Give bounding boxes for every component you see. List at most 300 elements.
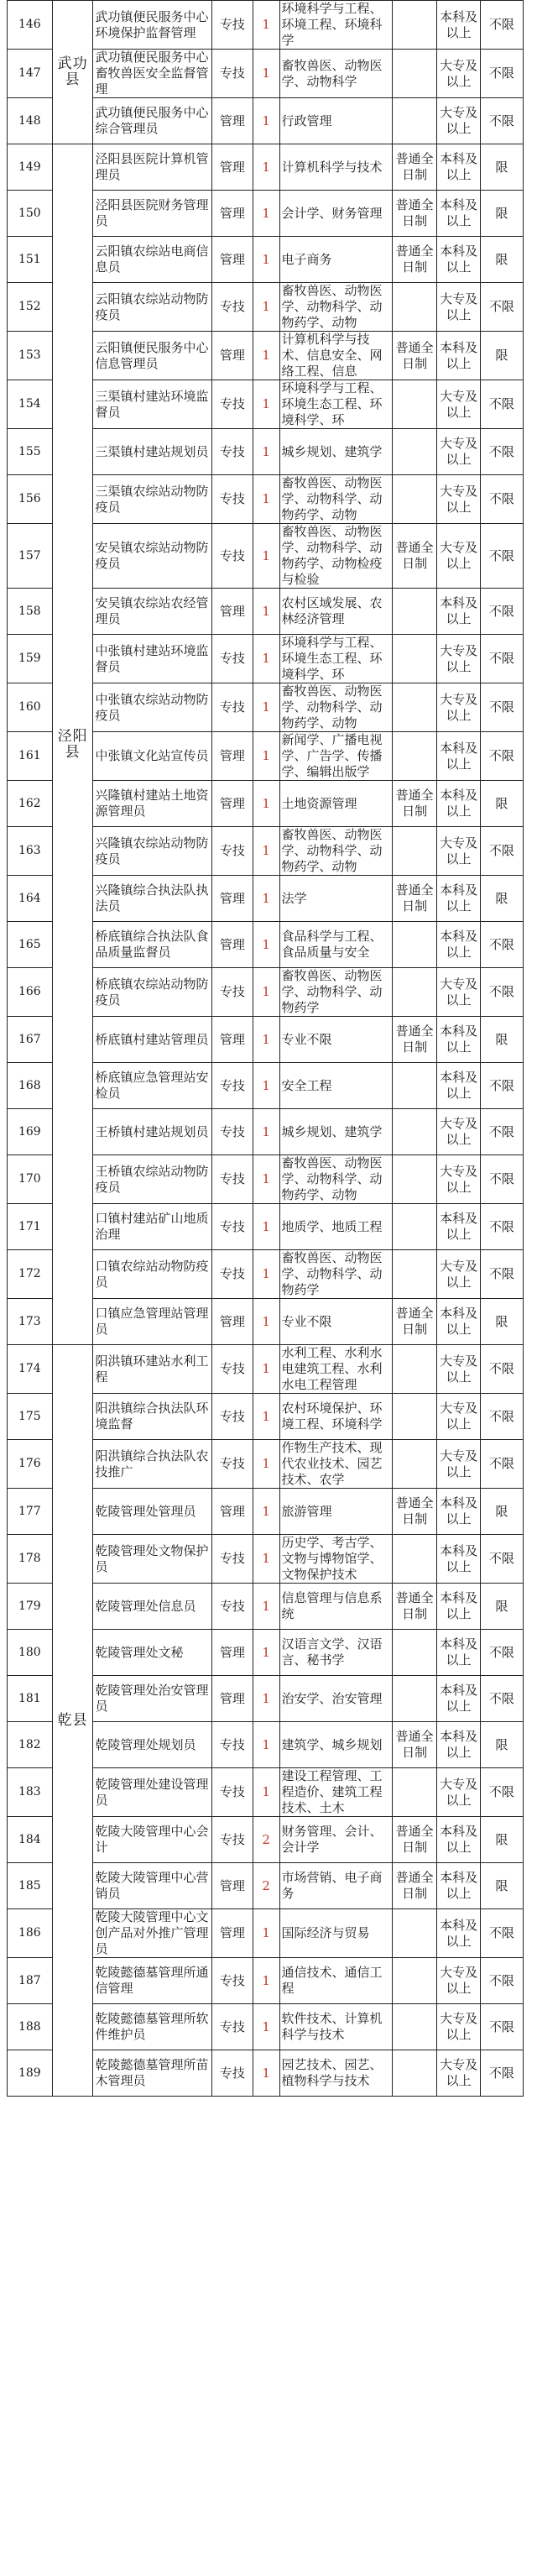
limit-cell: 不限 <box>480 1204 523 1250</box>
limit-cell: 不限 <box>480 827 523 876</box>
post-type-cell: 专技 <box>212 1204 253 1250</box>
education-form-cell <box>392 1676 437 1722</box>
education-form-cell <box>392 98 437 144</box>
row-number-cell: 154 <box>8 380 53 429</box>
limit-cell: 限 <box>480 1722 523 1768</box>
limit-cell: 不限 <box>480 2004 523 2050</box>
education-form-cell <box>392 1250 437 1299</box>
limit-cell: 不限 <box>480 1768 523 1817</box>
hiring-count-cell: 1 <box>253 283 279 332</box>
education-form-cell: 普通全日制 <box>392 1017 437 1063</box>
row-number-cell: 167 <box>8 1017 53 1063</box>
post-type-cell: 专技 <box>212 1 253 50</box>
limit-cell: 限 <box>480 1299 523 1345</box>
education-form-cell: 普通全日制 <box>392 1863 437 1909</box>
table-body <box>8 1 524 2097</box>
degree-cell: 本科及以上 <box>437 1 480 50</box>
position-cell: 乾陵管理处信息员 <box>93 1584 212 1630</box>
degree-cell: 大专及以上 <box>437 283 480 332</box>
major-cell: 旅游管理 <box>279 1489 392 1535</box>
table-row <box>8 144 524 191</box>
post-type-cell: 专技 <box>212 1250 253 1299</box>
post-type-cell: 管理 <box>212 1676 253 1722</box>
major-cell: 作物生产技术、现代农业技术、园艺技术、农学 <box>279 1440 392 1489</box>
limit-cell: 不限 <box>480 50 523 98</box>
major-cell: 软件技术、计算机科学与技术 <box>279 2004 392 2050</box>
major-cell: 国际经济与贸易 <box>279 1909 392 1958</box>
row-number-cell: 161 <box>8 732 53 781</box>
position-cell: 中张镇文化站宣传员 <box>93 732 212 781</box>
education-form-cell <box>392 1394 437 1440</box>
education-form-cell <box>392 1345 437 1394</box>
hiring-count-cell: 1 <box>253 144 279 191</box>
position-cell: 泾阳县医院计算机管理员 <box>93 144 212 191</box>
position-cell: 兴隆镇综合执法队执法员 <box>93 876 212 922</box>
limit-cell: 限 <box>480 237 523 283</box>
post-type-cell: 专技 <box>212 1440 253 1489</box>
row-number-cell: 169 <box>8 1109 53 1155</box>
row-number-cell: 149 <box>8 144 53 191</box>
limit-cell: 不限 <box>480 1063 523 1109</box>
hiring-count-cell: 1 <box>253 2050 279 2097</box>
post-type-cell: 专技 <box>212 1722 253 1768</box>
degree-cell: 本科及以上 <box>437 1676 480 1722</box>
hiring-count-cell: 1 <box>253 380 279 429</box>
education-form-cell <box>392 1440 437 1489</box>
education-form-cell <box>392 1630 437 1676</box>
limit-cell: 不限 <box>480 1535 523 1584</box>
hiring-count-cell: 1 <box>253 732 279 781</box>
degree-cell: 大专及以上 <box>437 380 480 429</box>
post-type-cell: 管理 <box>212 732 253 781</box>
limit-cell: 不限 <box>480 1909 523 1958</box>
hiring-count-cell: 1 <box>253 968 279 1017</box>
county-cell: 武功县 <box>52 1 93 144</box>
post-type-cell: 专技 <box>212 1394 253 1440</box>
position-cell: 乾陵管理处文物保护员 <box>93 1535 212 1584</box>
position-cell: 桥底镇村建站管理员 <box>93 1017 212 1063</box>
limit-cell: 限 <box>480 1817 523 1863</box>
degree-cell: 大专及以上 <box>437 429 480 475</box>
degree-cell: 本科及以上 <box>437 589 480 635</box>
education-form-cell <box>392 589 437 635</box>
position-cell: 乾陵大陵管理中心营销员 <box>93 1863 212 1909</box>
position-cell: 口镇村建站矿山地质治理 <box>93 1204 212 1250</box>
post-type-cell: 管理 <box>212 237 253 283</box>
education-form-cell: 普通全日制 <box>392 1299 437 1345</box>
position-cell: 云阳镇农综站动物防疫员 <box>93 283 212 332</box>
education-form-cell <box>392 50 437 98</box>
post-type-cell: 专技 <box>212 524 253 589</box>
post-type-cell: 专技 <box>212 1584 253 1630</box>
limit-cell: 不限 <box>480 524 523 589</box>
row-number-cell: 181 <box>8 1676 53 1722</box>
post-type-cell: 专技 <box>212 827 253 876</box>
hiring-count-cell: 1 <box>253 1722 279 1768</box>
degree-cell: 本科及以上 <box>437 876 480 922</box>
row-number-cell: 186 <box>8 1909 53 1958</box>
row-number-cell: 180 <box>8 1630 53 1676</box>
row-number-cell: 188 <box>8 2004 53 2050</box>
hiring-count-cell: 1 <box>253 2004 279 2050</box>
limit-cell: 不限 <box>480 732 523 781</box>
position-cell: 泾阳县医院财务管理员 <box>93 191 212 237</box>
degree-cell: 本科及以上 <box>437 1489 480 1535</box>
education-form-cell <box>392 827 437 876</box>
hiring-count-cell: 1 <box>253 1909 279 1958</box>
major-cell: 计算机科学与技术 <box>279 144 392 191</box>
post-type-cell: 管理 <box>212 332 253 380</box>
major-cell: 专业不限 <box>279 1017 392 1063</box>
education-form-cell <box>392 1155 437 1204</box>
table-row <box>8 1345 524 1394</box>
row-number-cell: 159 <box>8 635 53 683</box>
major-cell: 畜牧兽医、动物医学、动物科学 <box>279 50 392 98</box>
major-cell: 市场营销、电子商务 <box>279 1863 392 1909</box>
hiring-count-cell: 1 <box>253 50 279 98</box>
hiring-count-cell: 1 <box>253 1768 279 1817</box>
hiring-count-cell: 1 <box>253 1109 279 1155</box>
hiring-count-cell: 1 <box>253 1063 279 1109</box>
major-cell: 城乡规划、建筑学 <box>279 429 392 475</box>
education-form-cell: 普通全日制 <box>392 1817 437 1863</box>
post-type-cell: 专技 <box>212 683 253 732</box>
major-cell: 园艺技术、园艺、植物科学与技术 <box>279 2050 392 2097</box>
limit-cell: 限 <box>480 876 523 922</box>
education-form-cell <box>392 2004 437 2050</box>
education-form-cell <box>392 732 437 781</box>
degree-cell: 本科及以上 <box>437 1017 480 1063</box>
major-cell: 水利工程、水利水电建筑工程、水利水电工程管理 <box>279 1345 392 1394</box>
limit-cell: 不限 <box>480 283 523 332</box>
row-number-cell: 183 <box>8 1768 53 1817</box>
position-cell: 乾陵管理处建设管理员 <box>93 1768 212 1817</box>
position-cell: 三渠镇村建站环境监督员 <box>93 380 212 429</box>
limit-cell: 限 <box>480 144 523 191</box>
row-number-cell: 164 <box>8 876 53 922</box>
education-form-cell <box>392 1535 437 1584</box>
position-cell: 阳洪镇综合执法队农技推广 <box>93 1440 212 1489</box>
degree-cell: 大专及以上 <box>437 524 480 589</box>
education-form-cell: 普通全日制 <box>392 332 437 380</box>
position-cell: 口镇农综站动物防疫员 <box>93 1250 212 1299</box>
major-cell: 法学 <box>279 876 392 922</box>
limit-cell: 不限 <box>480 98 523 144</box>
position-cell: 云阳镇农综站电商信息员 <box>93 237 212 283</box>
row-number-cell: 146 <box>8 1 53 50</box>
row-number-cell: 160 <box>8 683 53 732</box>
degree-cell: 大专及以上 <box>437 968 480 1017</box>
limit-cell: 不限 <box>480 968 523 1017</box>
limit-cell: 不限 <box>480 380 523 429</box>
hiring-count-cell: 2 <box>253 1817 279 1863</box>
county-cell: 乾县 <box>52 1345 93 2097</box>
major-cell: 环境科学与工程、环境生态工程、环境科学、环 <box>279 380 392 429</box>
row-number-cell: 185 <box>8 1863 53 1909</box>
education-form-cell: 普通全日制 <box>392 191 437 237</box>
post-type-cell: 管理 <box>212 922 253 968</box>
degree-cell: 大专及以上 <box>437 2004 480 2050</box>
row-number-cell: 176 <box>8 1440 53 1489</box>
major-cell: 通信技术、通信工程 <box>279 1958 392 2004</box>
education-form-cell <box>392 683 437 732</box>
row-number-cell: 152 <box>8 283 53 332</box>
limit-cell: 不限 <box>480 683 523 732</box>
education-form-cell: 普通全日制 <box>392 781 437 827</box>
major-cell: 建设工程管理、工程造价、建筑工程技术、土木 <box>279 1768 392 1817</box>
position-cell: 武功镇便民服务中心环境保护监督管理 <box>93 1 212 50</box>
position-cell: 口镇应急管理站管理员 <box>93 1299 212 1345</box>
major-cell: 建筑学、城乡规划 <box>279 1722 392 1768</box>
hiring-count-cell: 1 <box>253 635 279 683</box>
county-cell: 泾阳县 <box>52 144 93 1345</box>
limit-cell: 不限 <box>480 1 523 50</box>
education-form-cell <box>392 635 437 683</box>
post-type-cell: 专技 <box>212 1063 253 1109</box>
hiring-count-cell: 1 <box>253 827 279 876</box>
post-type-cell: 管理 <box>212 1909 253 1958</box>
limit-cell: 不限 <box>480 635 523 683</box>
degree-cell: 本科及以上 <box>437 781 480 827</box>
limit-cell: 限 <box>480 191 523 237</box>
post-type-cell: 专技 <box>212 2050 253 2097</box>
row-number-cell: 153 <box>8 332 53 380</box>
major-cell: 安全工程 <box>279 1063 392 1109</box>
post-type-cell: 专技 <box>212 1768 253 1817</box>
post-type-cell: 管理 <box>212 98 253 144</box>
degree-cell: 本科及以上 <box>437 332 480 380</box>
degree-cell: 本科及以上 <box>437 1909 480 1958</box>
hiring-count-cell: 1 <box>253 98 279 144</box>
hiring-count-cell: 1 <box>253 1440 279 1489</box>
major-cell: 畜牧兽医、动物医学、动物科学、动物药学、动物 <box>279 283 392 332</box>
education-form-cell <box>392 1109 437 1155</box>
education-form-cell <box>392 429 437 475</box>
post-type-cell: 管理 <box>212 876 253 922</box>
row-number-cell: 166 <box>8 968 53 1017</box>
education-form-cell <box>392 922 437 968</box>
limit-cell: 不限 <box>480 1155 523 1204</box>
major-cell: 畜牧兽医、动物医学、动物科学、动物药学、动物 <box>279 1155 392 1204</box>
row-number-cell: 162 <box>8 781 53 827</box>
hiring-count-cell: 1 <box>253 524 279 589</box>
position-cell: 阳洪镇综合执法队环境监督 <box>93 1394 212 1440</box>
post-type-cell: 管理 <box>212 1863 253 1909</box>
major-cell: 土地资源管理 <box>279 781 392 827</box>
major-cell: 会计学、财务管理 <box>279 191 392 237</box>
post-type-cell: 专技 <box>212 635 253 683</box>
education-form-cell <box>392 380 437 429</box>
row-number-cell: 155 <box>8 429 53 475</box>
hiring-count-cell: 1 <box>253 1489 279 1535</box>
major-cell: 新闻学、广播电视学、广告学、传播学、编辑出版学 <box>279 732 392 781</box>
education-form-cell: 普通全日制 <box>392 1584 437 1630</box>
degree-cell: 本科及以上 <box>437 1299 480 1345</box>
hiring-count-cell: 1 <box>253 876 279 922</box>
degree-cell: 本科及以上 <box>437 732 480 781</box>
row-number-cell: 189 <box>8 2050 53 2097</box>
major-cell: 环境科学与工程、环境工程、环境科学 <box>279 1 392 50</box>
degree-cell: 大专及以上 <box>437 1768 480 1817</box>
position-cell: 三渠镇农综站动物防疫员 <box>93 475 212 524</box>
position-cell: 安吴镇农综站农经管理员 <box>93 589 212 635</box>
row-number-cell: 158 <box>8 589 53 635</box>
row-number-cell: 182 <box>8 1722 53 1768</box>
position-cell: 乾陵管理处规划员 <box>93 1722 212 1768</box>
degree-cell: 大专及以上 <box>437 50 480 98</box>
row-number-cell: 179 <box>8 1584 53 1630</box>
position-cell: 王桥镇村建站规划员 <box>93 1109 212 1155</box>
education-form-cell <box>392 283 437 332</box>
degree-cell: 大专及以上 <box>437 827 480 876</box>
limit-cell: 不限 <box>480 1109 523 1155</box>
major-cell: 历史学、考古学、文物与博物馆学、文物保护技术 <box>279 1535 392 1584</box>
degree-cell: 大专及以上 <box>437 1250 480 1299</box>
position-cell: 乾陵管理处管理员 <box>93 1489 212 1535</box>
degree-cell: 本科及以上 <box>437 1722 480 1768</box>
post-type-cell: 专技 <box>212 380 253 429</box>
limit-cell: 不限 <box>480 1676 523 1722</box>
row-number-cell: 171 <box>8 1204 53 1250</box>
position-cell: 中张镇村建站环境监督员 <box>93 635 212 683</box>
degree-cell: 本科及以上 <box>437 1063 480 1109</box>
post-type-cell: 专技 <box>212 475 253 524</box>
hiring-count-cell: 1 <box>253 1535 279 1584</box>
row-number-cell: 148 <box>8 98 53 144</box>
post-type-cell: 专技 <box>212 2004 253 2050</box>
education-form-cell: 普通全日制 <box>392 524 437 589</box>
education-form-cell: 普通全日制 <box>392 144 437 191</box>
position-cell: 乾陵管理处治安管理员 <box>93 1676 212 1722</box>
limit-cell: 不限 <box>480 589 523 635</box>
major-cell: 畜牧兽医、动物医学、动物科学、动物药学、动物检疫与检验 <box>279 524 392 589</box>
post-type-cell: 管理 <box>212 1489 253 1535</box>
degree-cell: 本科及以上 <box>437 1584 480 1630</box>
post-type-cell: 管理 <box>212 1299 253 1345</box>
degree-cell: 本科及以上 <box>437 144 480 191</box>
limit-cell: 不限 <box>480 922 523 968</box>
limit-cell: 不限 <box>480 1250 523 1299</box>
post-type-cell: 管理 <box>212 1017 253 1063</box>
hiring-count-cell: 1 <box>253 1 279 50</box>
major-cell: 畜牧兽医、动物医学、动物科学、动物药学 <box>279 1250 392 1299</box>
education-form-cell <box>392 968 437 1017</box>
education-form-cell <box>392 1063 437 1109</box>
position-cell: 乾陵大陵管理中心文创产品对外推广管理员 <box>93 1909 212 1958</box>
degree-cell: 大专及以上 <box>437 1440 480 1489</box>
post-type-cell: 管理 <box>212 191 253 237</box>
row-number-cell: 170 <box>8 1155 53 1204</box>
degree-cell: 大专及以上 <box>437 1394 480 1440</box>
major-cell: 畜牧兽医、动物医学、动物科学、动物药学、动物 <box>279 827 392 876</box>
degree-cell: 大专及以上 <box>437 475 480 524</box>
hiring-count-cell: 1 <box>253 1250 279 1299</box>
table-row <box>8 1 524 50</box>
hiring-count-cell: 1 <box>253 1584 279 1630</box>
post-type-cell: 管理 <box>212 781 253 827</box>
education-form-cell: 普通全日制 <box>392 237 437 283</box>
major-cell: 信息管理与信息系统 <box>279 1584 392 1630</box>
hiring-count-cell: 1 <box>253 429 279 475</box>
position-cell: 三渠镇村建站规划员 <box>93 429 212 475</box>
hiring-count-cell: 1 <box>253 1204 279 1250</box>
position-cell: 乾陵懿德墓管理所通信管理 <box>93 1958 212 2004</box>
limit-cell: 限 <box>480 1584 523 1630</box>
education-form-cell <box>392 1909 437 1958</box>
education-form-cell: 普通全日制 <box>392 1722 437 1768</box>
hiring-count-cell: 1 <box>253 781 279 827</box>
row-number-cell: 172 <box>8 1250 53 1299</box>
education-form-cell: 普通全日制 <box>392 1489 437 1535</box>
hiring-count-cell: 1 <box>253 1017 279 1063</box>
degree-cell: 本科及以上 <box>437 1630 480 1676</box>
hiring-count-cell: 1 <box>253 1299 279 1345</box>
position-cell: 桥底镇应急管理站安检员 <box>93 1063 212 1109</box>
position-cell: 王桥镇农综站动物防疫员 <box>93 1155 212 1204</box>
post-type-cell: 管理 <box>212 589 253 635</box>
limit-cell: 限 <box>480 332 523 380</box>
limit-cell: 限 <box>480 1863 523 1909</box>
hiring-count-cell: 1 <box>253 332 279 380</box>
limit-cell: 不限 <box>480 429 523 475</box>
row-number-cell: 147 <box>8 50 53 98</box>
education-form-cell <box>392 2050 437 2097</box>
position-cell: 武功镇便民服务中心畜牧兽医安全监督管理 <box>93 50 212 98</box>
row-number-cell: 150 <box>8 191 53 237</box>
limit-cell: 限 <box>480 1489 523 1535</box>
major-cell: 电子商务 <box>279 237 392 283</box>
limit-cell: 不限 <box>480 1958 523 2004</box>
hiring-count-cell: 1 <box>253 1394 279 1440</box>
row-number-cell: 178 <box>8 1535 53 1584</box>
hiring-count-cell: 1 <box>253 922 279 968</box>
row-number-cell: 177 <box>8 1489 53 1535</box>
post-type-cell: 专技 <box>212 50 253 98</box>
hiring-count-cell: 1 <box>253 1958 279 2004</box>
post-type-cell: 专技 <box>212 968 253 1017</box>
position-cell: 阳洪镇环建站水利工程 <box>93 1345 212 1394</box>
degree-cell: 大专及以上 <box>437 635 480 683</box>
major-cell: 食品科学与工程、食品质量与安全 <box>279 922 392 968</box>
post-type-cell: 专技 <box>212 1155 253 1204</box>
post-type-cell: 专技 <box>212 1817 253 1863</box>
major-cell: 畜牧兽医、动物医学、动物科学、动物药学、动物 <box>279 475 392 524</box>
post-type-cell: 专技 <box>212 429 253 475</box>
position-cell: 兴隆镇农综站动物防疫员 <box>93 827 212 876</box>
post-type-cell: 专技 <box>212 1345 253 1394</box>
row-number-cell: 168 <box>8 1063 53 1109</box>
education-form-cell <box>392 1958 437 2004</box>
post-type-cell: 专技 <box>212 283 253 332</box>
degree-cell: 大专及以上 <box>437 1345 480 1394</box>
position-cell: 云阳镇便民服务中心信息管理员 <box>93 332 212 380</box>
row-number-cell: 174 <box>8 1345 53 1394</box>
major-cell: 农村环境保护、环境工程、环境科学 <box>279 1394 392 1440</box>
education-form-cell: 普通全日制 <box>392 876 437 922</box>
major-cell: 财务管理、会计、会计学 <box>279 1817 392 1863</box>
row-number-cell: 163 <box>8 827 53 876</box>
limit-cell: 不限 <box>480 2050 523 2097</box>
post-type-cell: 管理 <box>212 1630 253 1676</box>
limit-cell: 不限 <box>480 1394 523 1440</box>
hiring-count-cell: 1 <box>253 1676 279 1722</box>
row-number-cell: 175 <box>8 1394 53 1440</box>
position-cell: 乾陵懿德墓管理所苗木管理员 <box>93 2050 212 2097</box>
degree-cell: 大专及以上 <box>437 683 480 732</box>
degree-cell: 大专及以上 <box>437 1155 480 1204</box>
limit-cell: 不限 <box>480 1345 523 1394</box>
position-cell: 中张镇农综站动物防疫员 <box>93 683 212 732</box>
